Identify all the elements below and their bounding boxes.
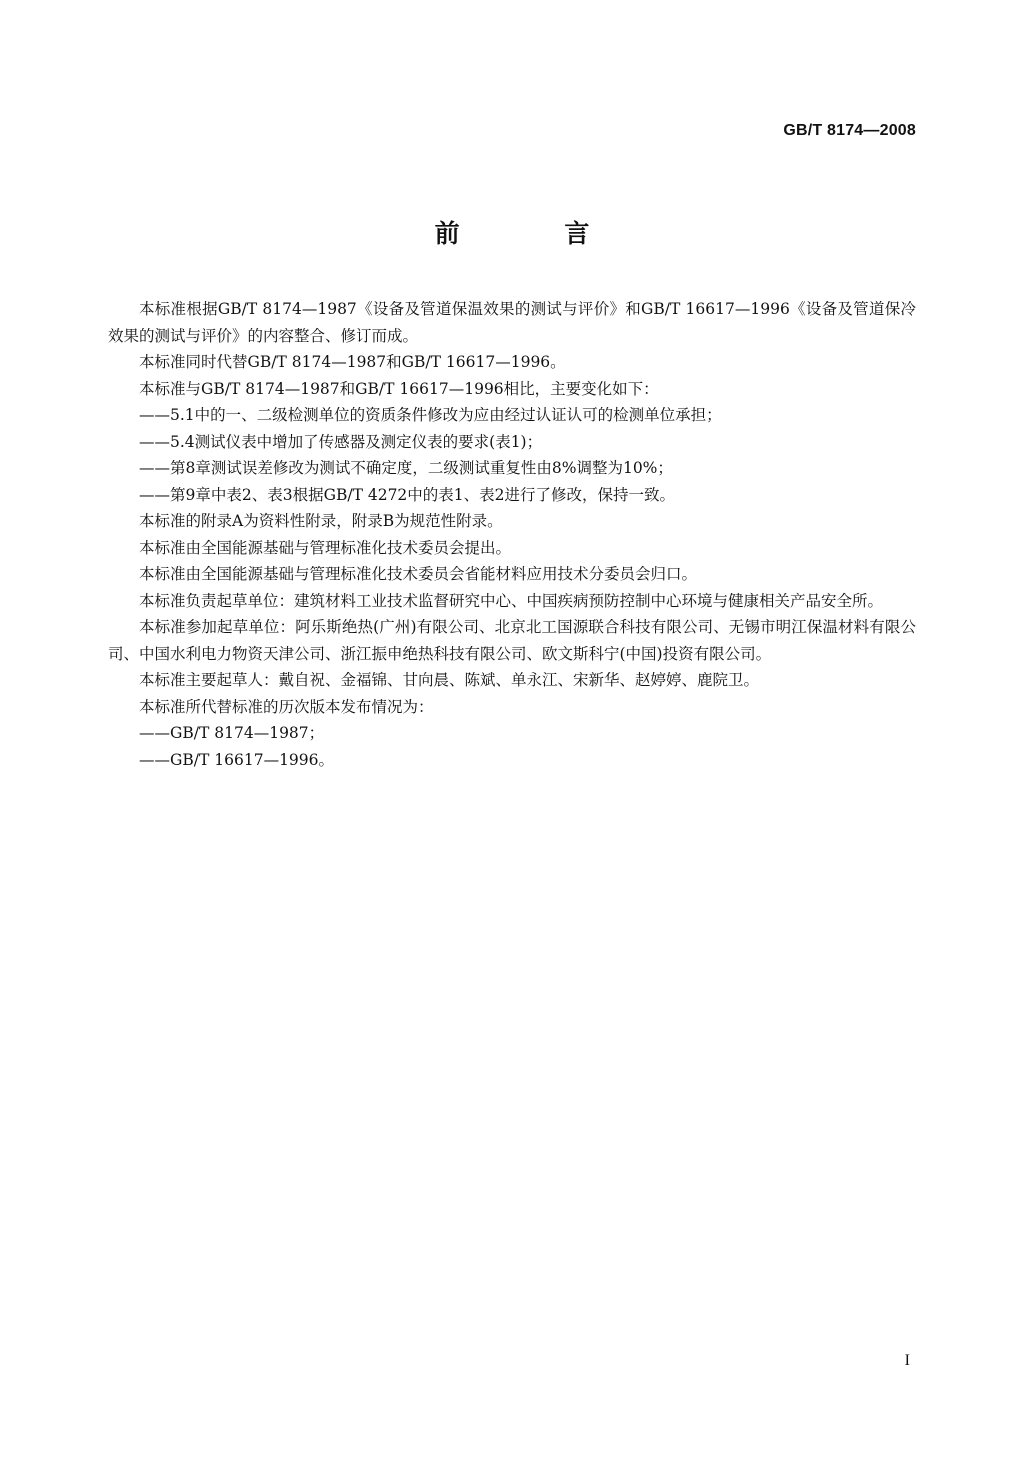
- paragraph-history-intro: 本标准所代替标准的历次版本发布情况为：: [139, 697, 434, 716]
- page-title: 前 言: [434, 219, 638, 248]
- paragraph-main-drafters: 本标准主要起草人：戴自祝、金福锦、甘向晨、陈斌、单永江、宋新华、赵婷婷、鹿院卫。: [139, 671, 760, 689]
- history-item: ——GB/T 16617—1996。: [139, 750, 335, 769]
- page-number: I: [904, 1352, 910, 1369]
- paragraph-basis: 本标准根据GB/T 8174—1987《设备及管道保温效果的测试与评价》和GB/T 16617—1996《设备及管道保冷效果的测试与评价》的内容整合、修订而成。: [108, 300, 916, 345]
- change-item: ——5.1中的一、二级检测单位的资质条件修改为应由经过认证认可的检测单位承担；: [139, 406, 722, 424]
- paragraph-managed-by: 本标准由全国能源基础与管理标准化技术委员会省能材料应用技术分委员会归口。: [139, 565, 698, 583]
- standard-code: GB/T 8174—2008: [783, 122, 916, 139]
- paragraph-replaces: 本标准同时代替GB/T 8174—1987和GB/T 16617—1996。: [139, 353, 566, 371]
- paragraph-annexes: 本标准的附录A为资料性附录，附录B为规范性附录。: [139, 512, 503, 530]
- change-item: ——第8章测试误差修改为测试不确定度，二级测试重复性由8%调整为10%；: [139, 459, 673, 477]
- change-item: ——第9章中表2、表3根据GB/T 4272中的表1、表2进行了修改，保持一致。: [139, 485, 676, 504]
- paragraph-proposed-by: 本标准由全国能源基础与管理标准化技术委员会提出。: [139, 538, 512, 557]
- change-item: ——5.4测试仪表中增加了传感器及测定仪表的要求(表1)；: [139, 432, 543, 451]
- foreword-body: [108, 296, 916, 773]
- paragraph-lead-drafters: 本标准负责起草单位：建筑材料工业技术监督研究中心、中国疾病预防控制中心环境与健康相关产品安全所。: [139, 591, 884, 610]
- history-item: ——GB/T 8174—1987；: [139, 724, 325, 742]
- paragraph-participating-drafters: 本标准参加起草单位：阿乐斯绝热(广州)有限公司、北京北工国源联合科技有限公司、无锡市明江保温材料有限公司、中国水利电力物资天津公司、浙江振申绝热科技有限公司、欧文斯科宁(中国)投资有限公司。: [108, 618, 916, 663]
- paragraph-changes-intro: 本标准与GB/T 8174—1987和GB/T 16617—1996相比，主要变化如下：: [139, 379, 659, 398]
